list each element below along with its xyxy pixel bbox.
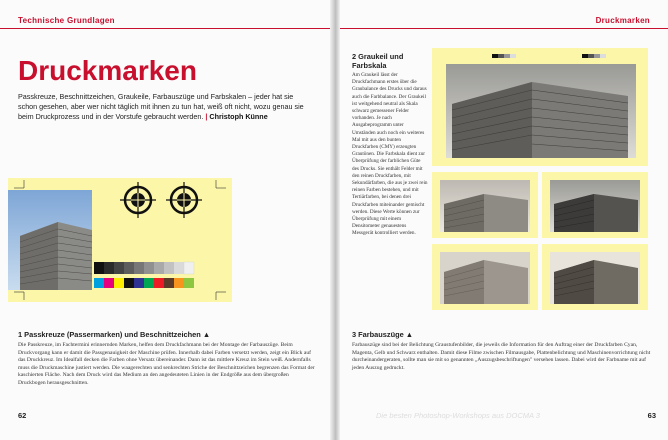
page-header: Technische Grundlagen [18,16,115,25]
page-header-right: Druckmarken [595,16,650,25]
left-page [0,0,330,440]
header-rule-right [340,28,668,29]
figure-1-caption: 1 Passkreuze (Passermarken) und Beschnittzeichen ▲ [18,330,211,339]
gray-wedge [94,262,194,274]
figure-2-caption: 2 Graukeil und Farbskala [352,52,404,70]
figure-1-graphic [8,178,232,302]
color-bar [94,278,194,288]
header-rule [0,28,330,29]
registration-mark-left [120,182,156,218]
page-number-left: 62 [18,411,27,420]
figure-3-caption: 3 Farbauszüge ▲ [352,330,414,339]
author-name: Christoph Künne [209,112,268,121]
intro-body: Passkreuze, Beschnittzeichen, Graukeile, Farbauszüge und Farbskalen – jeder hat sie schon gesehen, aber wer nicht täglich mit ihnen zu tun hat, weiß oft nicht, wozu genau sie beim Druckprozess und in der Vorstufe gebraucht werden. [18,92,304,121]
figure-3-body-text: Farbauszüge sind bei der Belichtung Graustufenbilder, die jeweils die Information für den Auftrag einer der Druckfarben Cyan, Magenta, Gelb und Schwarz enthalten. Damit diese Filme zwischen Filmausgabe, Plattenbelichtung und Maschinenvorrichtung nicht durcheinandergeraten, sollte man sie mit so genannten „Auszugsbeschriftungen" versehen lassen. Dabei wird der Farbname mit auf jeden Auszug gedruckt. [352,342,651,371]
intro-text: Passkreuze, Beschnittzeichen, Graukeile, Farbauszüge und Farbskalen – jeder hat sie schon gesehen, aber wer nicht täglich mit ihnen zu tun hat, weiß oft nicht, wozu genau sie beim Druckprozess und in der Vorstufe gebraucht werden. | Christoph Künne [18,92,304,121]
page-title: Druckmarken [18,55,197,86]
page-footer-title: Die besten Photoshop-Workshops aus DOCMA 3 [376,411,540,420]
figure-1-body-text: Die Passkreuze, im Fachtermini erinnernden Marken, helfen dem Druckfachmann bei der Montage der Farbauszüge. Beim Druckvorgang kann er damit die Passgenauigkeit der Maschine prüfen. Innerhalb dabei Farben versetzt werden, zeigt ein Blick auf das Druckkreuz. Im Idealfall decken die Farben ohne Versatz übereinander. Dann ist das mittlere Kreuz im Stein weiß. Andernfalls muss die Druckmaschine justiert werden. Die waagerechten und senkrechten Striche der Beschnittzeichen begrenzen das Format der kaschierten Fläche. Nach dem Druck wird das Medium an den angedeuteten Linien in der Endgröße aus dem übergroßen Druckbogen herausgeschnitten. [18,342,315,386]
figure-2-text: Am Graukeil lässt der Druckfachmann erstes über die Graubalance des Drucks und daraus auch die Farbbalance. Der Graukeil ist weitgehend neutral als Skala schwarz gemessener Felder vorhanden. Je nach Ausgabeprogramm unter Umständen auch noch ein weiteres Mal mit aus den bunten Druckfarben (CMY) erzeugten Grautönen. Die Farbskala dient zur Überprüfung der farblichen Güte des Drucks. Sie enthält Felder mit den reinen Druckfarben, mit Sekundärfarben, die aus je zwei rein reinen Farben bestehen, und mit Tertiärfarben, bei denen drei Druckfarben miteinander gemischt werden. Diese Werte können zur Überprüfung mit einem Densitometer genauestens Messgerät kontrolliert werden. [352,72,428,237]
page-number-right: 63 [647,411,656,420]
registration-mark-right [166,182,202,218]
right-page [340,0,668,440]
figure-2-3-graphic [432,48,648,312]
book-gutter [330,0,340,440]
